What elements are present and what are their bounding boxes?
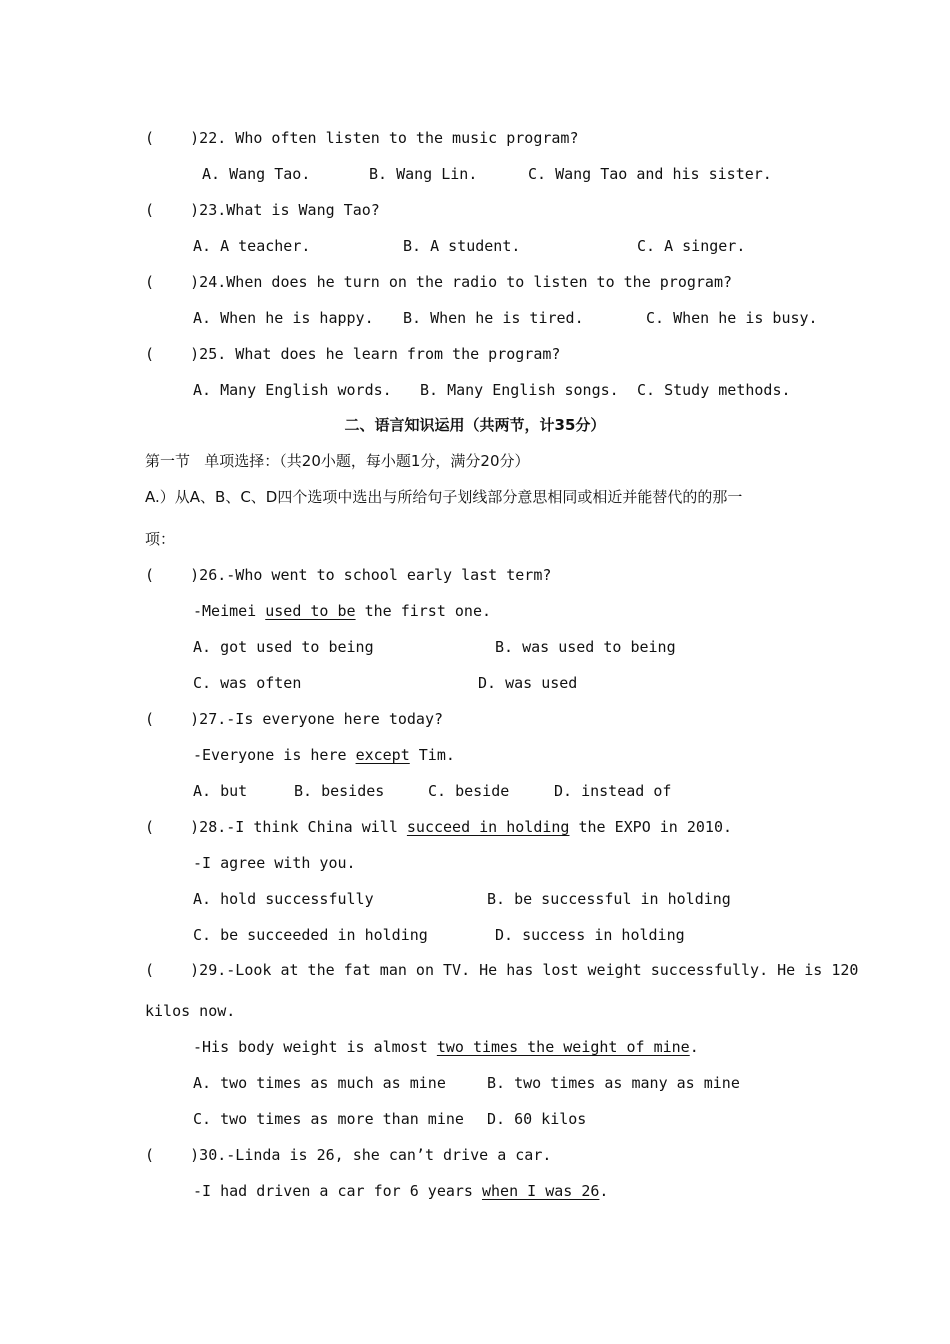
q27-underlined-phrase: except [355,746,410,764]
q25-option-a: A. Many English words. [193,381,392,399]
q23-option-b: B. A student. [403,237,521,255]
question-27-stem: ( )27.-Is everyone here today? [145,710,444,728]
q29-response: -His body weight is almost two times the weight of mine. [193,1038,699,1056]
section-title: 二、语言知识运用（共两节，计35分） [344,416,606,434]
q28-response: -I agree with you. [193,854,356,872]
q26-option-a: A. got used to being [193,638,374,656]
q30-response: -I had driven a car for 6 years when I was 26. [193,1182,609,1200]
q30-underlined-phrase: when I was 26 [481,1182,600,1200]
q25-option-c: C. Study methods. [637,381,791,399]
q22-option-c: C. Wang Tao and his sister. [528,165,772,183]
q23-option-a: A. A teacher. [193,237,311,255]
q26-response: -Meimei used to be the first one. [193,602,492,620]
question-29-stem: ( )29.-Look at the fat man on TV. He has lost weight successfully. He is 120 [145,961,859,979]
question-25-stem: ( )25. What does he learn from the program? [145,345,561,363]
question-22-stem: ( )22. Who often listen to the music program? [145,129,579,147]
q27-option-c: C. beside [428,782,510,800]
question-24-stem: ( )24.When does he turn on the radio to listen to the program? [145,273,732,291]
question-26-stem: ( )26.-Who went to school early last term? [145,566,552,584]
q26-option-b: B. was used to being [495,638,676,656]
q29-underlined-phrase: two times the weight of mine [436,1038,690,1056]
instruction-line-1: A.）从A、B、C、D四个选项中选出与所给句子划线部分意思相同或相近并能替代的的那一 [145,488,743,506]
q24-option-c: C. When he is busy. [646,309,818,327]
q27-option-b: B. besides [294,782,385,800]
q28-option-b: B. be successful in holding [487,890,731,908]
q26-option-d: D. was used [478,674,578,692]
q25-option-b: B. Many English songs. [420,381,619,399]
q27-option-a: A. but [193,782,248,800]
q28-option-c: C. be succeeded in holding [193,926,428,944]
part-one-heading: 第一节 单项选择：（共20小题，每小题1分，满分20分） [145,452,530,470]
q22-option-b: B. Wang Lin. [369,165,478,183]
instruction-line-2: 项： [145,530,176,548]
question-28-stem: ( )28.-I think China will succeed in holding the EXPO in 2010. [145,818,733,836]
q29-option-d: D. 60 kilos [487,1110,587,1128]
q24-option-b: B. When he is tired. [403,309,584,327]
q24-option-a: A. When he is happy. [193,309,374,327]
question-23-stem: ( )23.What is Wang Tao? [145,201,380,219]
q28-option-d: D. success in holding [495,926,685,944]
q26-option-c: C. was often [193,674,302,692]
q23-option-c: C. A singer. [637,237,746,255]
q29-option-c: C. two times as more than mine [193,1110,464,1128]
q29-option-b: B. two times as many as mine [487,1074,740,1092]
question-30-stem: ( )30.-Linda is 26, she can’t drive a car. [145,1146,552,1164]
q28-option-a: A. hold successfully [193,890,374,908]
q26-underlined-phrase: used to be [265,602,356,620]
q29-option-a: A. two times as much as mine [193,1074,446,1092]
q27-response: -Everyone is here except Tim. [193,746,455,764]
q27-option-d: D. instead of [554,782,672,800]
question-29-stem-continued: kilos now. [145,1002,236,1020]
q22-option-a: A. Wang Tao. [202,165,311,183]
q28-underlined-phrase: succeed in holding [406,818,570,836]
